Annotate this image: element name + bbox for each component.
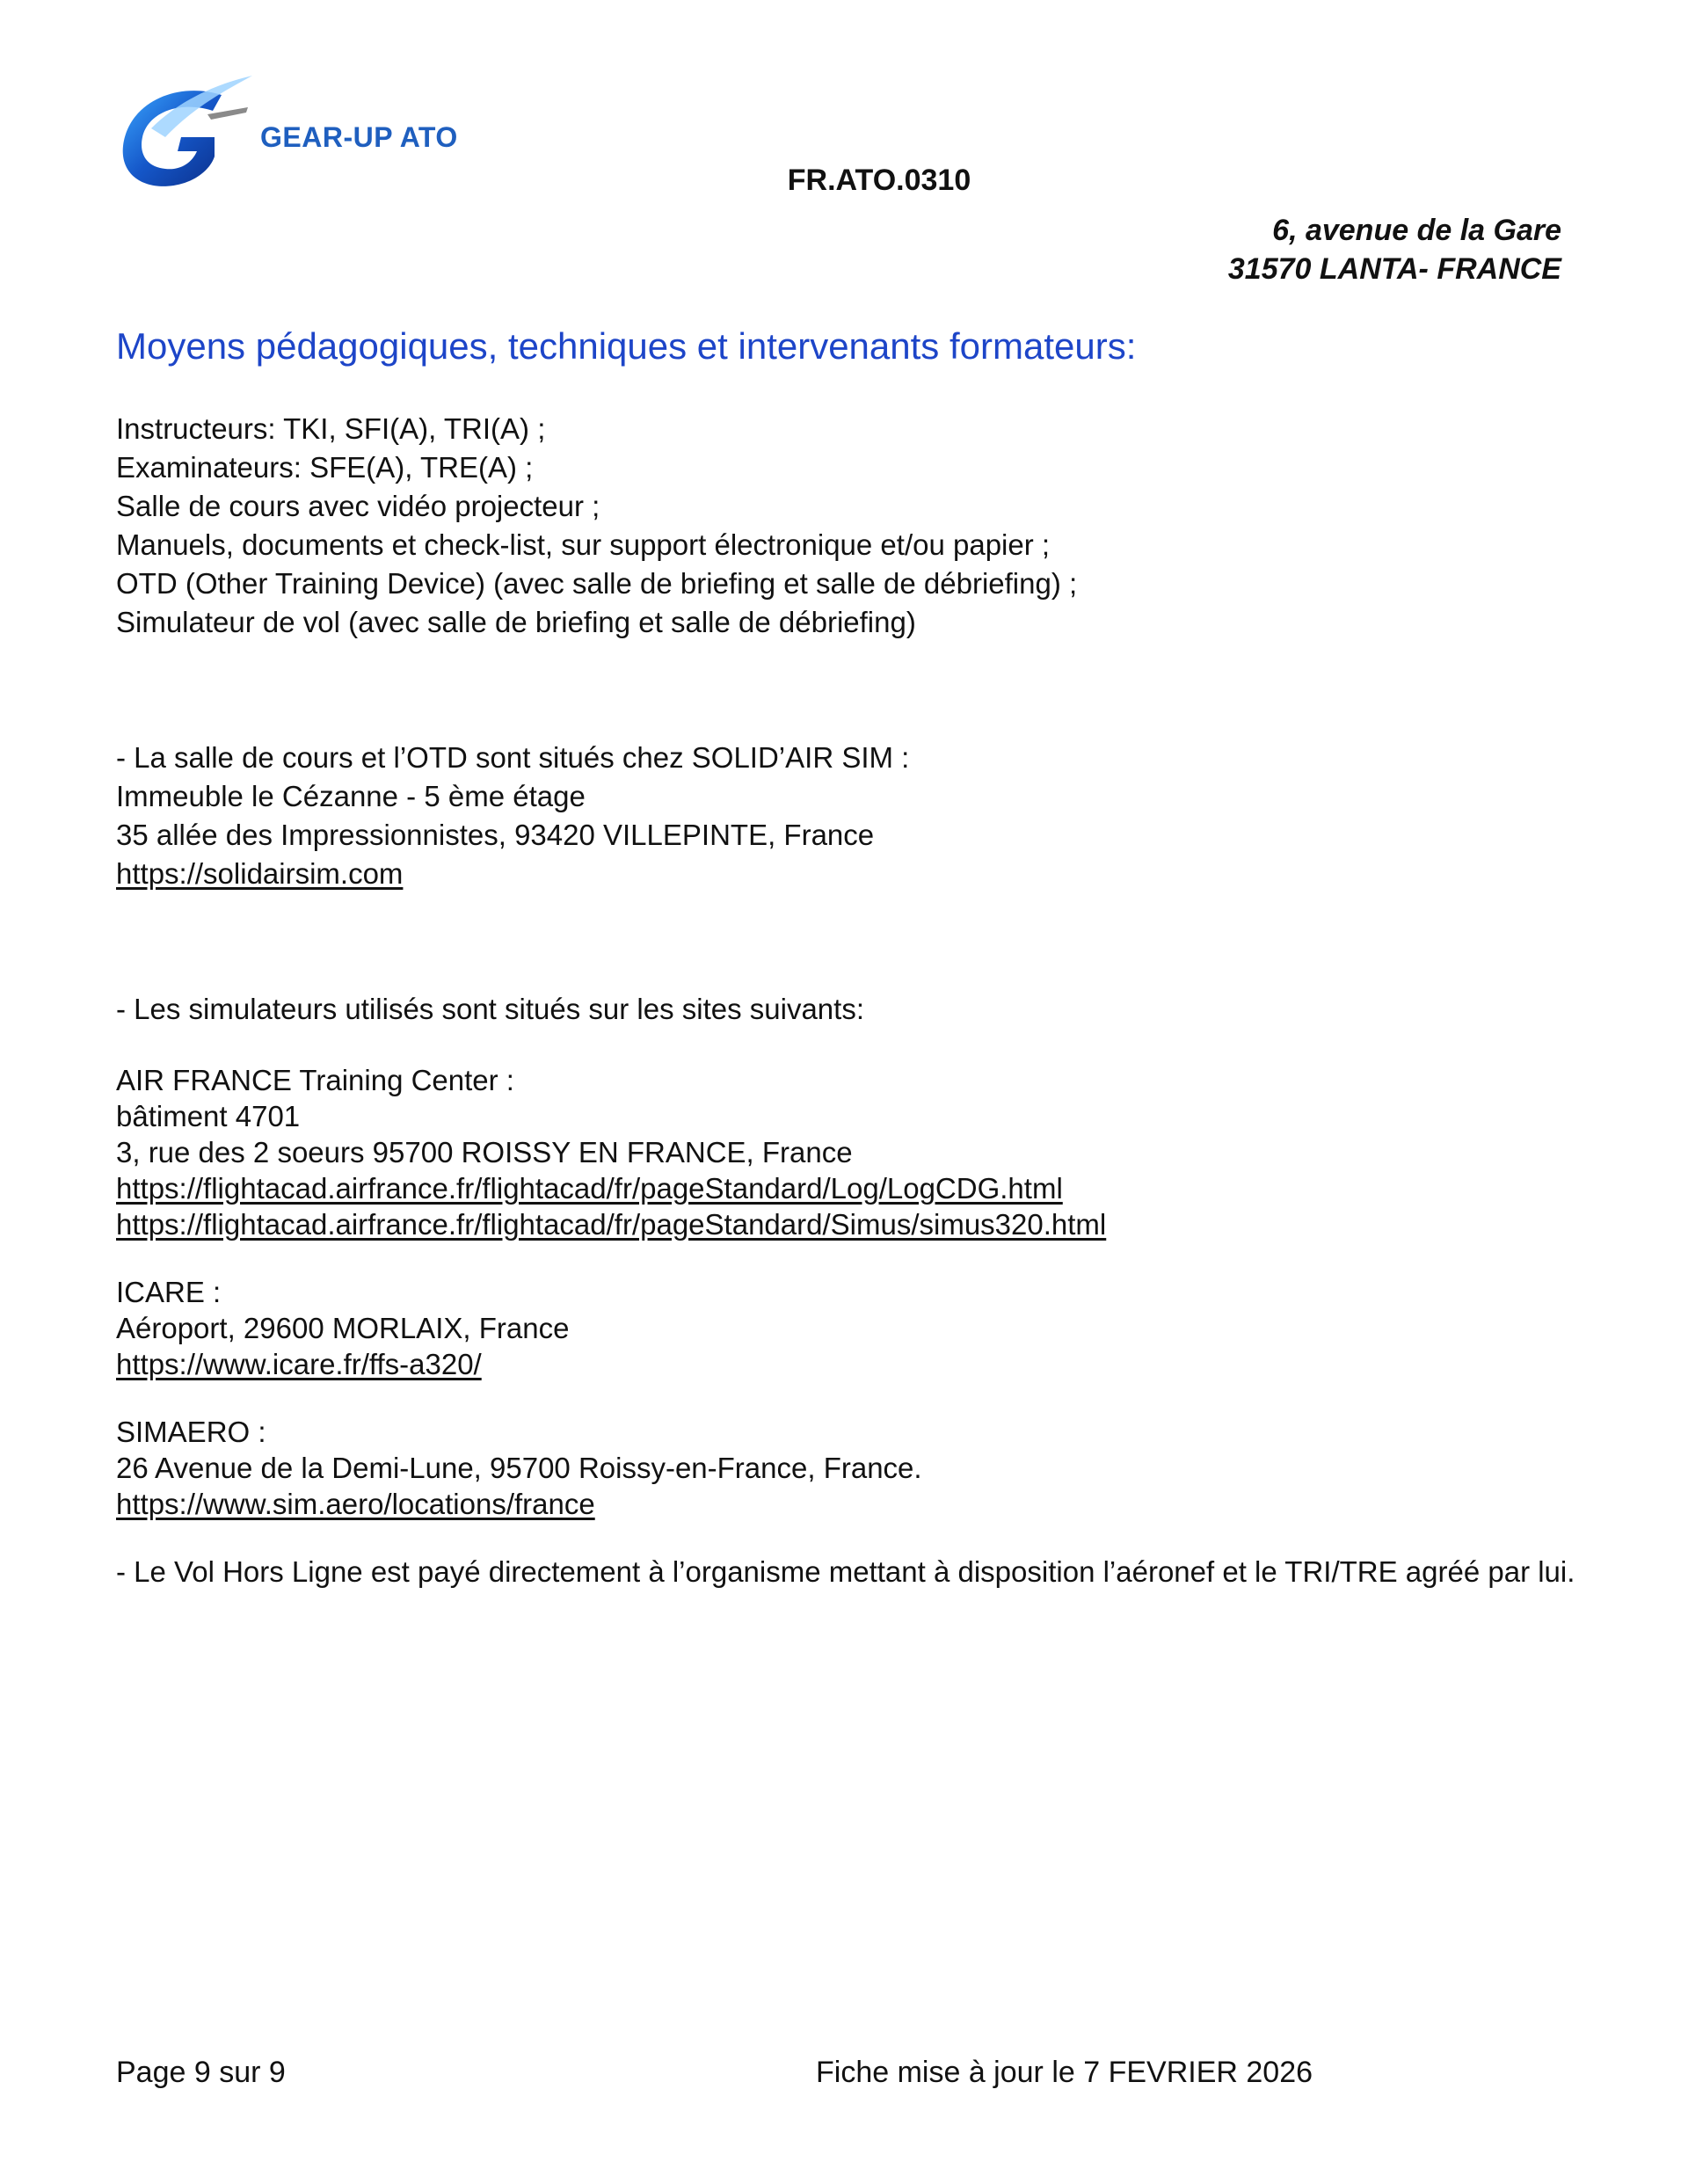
air-france-log-link[interactable]: https://flightacad.airfrance.fr/flightacad/fr/pageStandard/Log/LogCDG.html bbox=[116, 1172, 1063, 1205]
icare-block bbox=[116, 1274, 1575, 1382]
simaero-address: 26 Avenue de la Demi-Lune, 95700 Roissy-en-France, France. bbox=[116, 1452, 922, 1484]
simulators-intro: - Les simulateurs utilisés sont situés sur les sites suivants: bbox=[116, 993, 864, 1025]
classroom-intro: - La salle de cours et l’OTD sont situés chez SOLID’AIR SIM : bbox=[116, 741, 910, 774]
spacer bbox=[116, 1382, 1575, 1414]
gear-up-logo bbox=[116, 76, 485, 199]
off-line-flight-note: - Le Vol Hors Ligne est payé directement à l’organisme mettant à disposition l’aéronef et le TRI/TRE agréé par lui. bbox=[116, 1555, 1575, 1588]
classroom-address: 35 allée des Impressionnistes, 93420 VILLEPINTE, France bbox=[116, 819, 875, 851]
air-france-address: 3, rue des 2 soeurs 95700 ROISSY EN FRANCE, France bbox=[116, 1136, 853, 1168]
organisation-address bbox=[1228, 211, 1561, 288]
resource-item: Simulateur de vol (avec salle de briefing et salle de débriefing) bbox=[116, 606, 916, 638]
icare-name: ICARE : bbox=[116, 1276, 222, 1308]
spacer bbox=[116, 1522, 1575, 1554]
spacer bbox=[116, 1029, 1575, 1062]
document-reference: FR.ATO.0310 bbox=[787, 164, 971, 197]
classroom-block bbox=[116, 739, 1575, 893]
air-france-building: bâtiment 4701 bbox=[116, 1100, 301, 1132]
update-date: Fiche mise à jour le 7 FEVRIER 2026 bbox=[816, 2056, 1313, 2089]
resource-item: OTD (Other Training Device) (avec salle de briefing et salle de débriefing) ; bbox=[116, 567, 1078, 600]
solidairsim-link[interactable]: https://solidairsim.com bbox=[116, 857, 404, 890]
resource-item: Examinateurs: SFE(A), TRE(A) ; bbox=[116, 451, 534, 484]
section-heading: Moyens pédagogiques, techniques et intervenants formateurs: bbox=[116, 325, 1137, 367]
spacer bbox=[116, 642, 1575, 739]
simaero-block bbox=[116, 1414, 1575, 1522]
air-france-name: AIR FRANCE Training Center : bbox=[116, 1064, 514, 1096]
icare-link[interactable]: https://www.icare.fr/ffs-a320/ bbox=[116, 1348, 482, 1380]
air-france-block bbox=[116, 1062, 1575, 1242]
address-line-1: 6, avenue de la Gare bbox=[1272, 214, 1561, 247]
icare-address: Aéroport, 29600 MORLAIX, France bbox=[116, 1312, 570, 1344]
classroom-building: Immeuble le Cézanne - 5 ème étage bbox=[116, 780, 586, 812]
resource-item: Manuels, documents et check-list, sur support électronique et/ou papier ; bbox=[116, 528, 1051, 561]
page-number: Page 9 sur 9 bbox=[116, 2056, 286, 2089]
document-body bbox=[116, 410, 1575, 1590]
simaero-link[interactable]: https://www.sim.aero/locations/france bbox=[116, 1488, 595, 1520]
resource-item: Instructeurs: TKI, SFI(A), TRI(A) ; bbox=[116, 412, 546, 445]
address-line-2: 31570 LANTA- FRANCE bbox=[1227, 252, 1561, 286]
logo-g-icon bbox=[116, 76, 257, 199]
spacer bbox=[116, 1242, 1575, 1274]
simaero-name: SIMAERO : bbox=[116, 1416, 266, 1448]
resource-item: Salle de cours avec vidéo projecteur ; bbox=[116, 490, 600, 522]
logo-text: GEAR-UP ATO bbox=[260, 121, 458, 153]
spacer bbox=[116, 893, 1575, 990]
air-france-simus-link[interactable]: https://flightacad.airfrance.fr/flightacad/fr/pageStandard/Simus/simus320.html bbox=[116, 1208, 1107, 1241]
resources-list bbox=[116, 410, 1575, 642]
